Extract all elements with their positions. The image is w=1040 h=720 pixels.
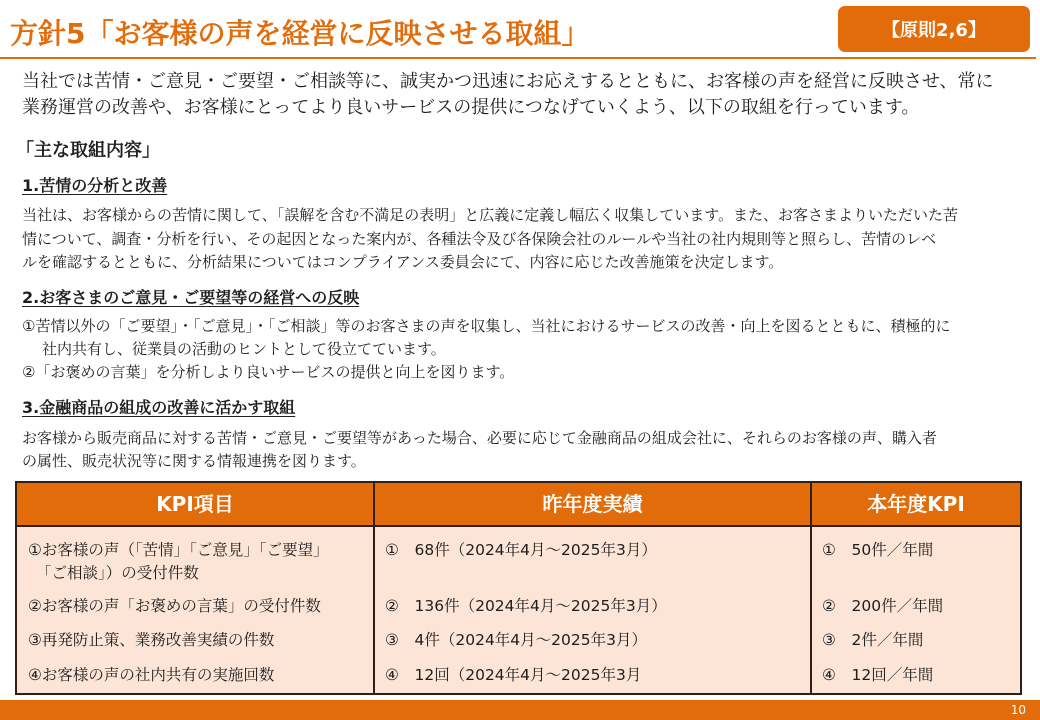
section-line: ②「お褒めの言葉」を分析しより良いサービスの提供と向上を図ります。 xyxy=(22,363,515,381)
principle-badge-label: 【原則2,6】 xyxy=(882,20,986,41)
intro-paragraph xyxy=(22,69,993,121)
section-line: 当社は、お客様からの苦情に関して、「誤解を含む不満足の表明」と広義に定義し幅広く収集しています。また、お客さまよりいただいた苦 xyxy=(22,206,959,224)
kpi-target-cell xyxy=(812,527,1020,589)
kpi-header-last-year: 昨年度実績 xyxy=(375,483,812,527)
section-body-product-improvement xyxy=(22,427,937,473)
kpi-target-cell xyxy=(812,657,1020,693)
kpi-table xyxy=(15,481,1022,695)
main-heading: 「主な取組内容」 xyxy=(16,140,160,161)
kpi-last-year-value: 68件（2024年4月～2025年3月） xyxy=(414,541,657,559)
section-line: 社内共有し、従業員の活動のヒントとして役立てています。 xyxy=(42,340,446,358)
footer-bar xyxy=(0,700,1040,720)
section-line: お客様から販売商品に対する苦情・ご意見・ご要望等があった場合、必要に応じて金融商品の組成会社に、それらのお客様の声、購入者 xyxy=(22,428,937,447)
row-marker: ④ xyxy=(822,665,836,684)
row-marker: ③ xyxy=(385,630,399,649)
kpi-last-year-cell xyxy=(375,527,812,589)
kpi-header-item: KPI項目 xyxy=(17,483,375,527)
kpi-last-year-value: 4件（2024年4月～2025年3月） xyxy=(414,630,647,649)
section-line: ルを確認するとともに、分析結果についてはコンプライアンス委員会にて、内容に応じた改善施策を決定します。 xyxy=(22,253,784,271)
section-heading-complaint-analysis: 1.苦情の分析と改善 xyxy=(22,176,168,195)
kpi-target-value: 50件／年間 xyxy=(851,541,934,559)
kpi-target-value: 200件／年間 xyxy=(851,596,944,615)
kpi-item-line: ①お客様の声（「苦情」「ご意見」「ご要望」 xyxy=(28,541,329,559)
section-line: 情について、調査・分析を行い、その起因となった案内が、各種法令及び各保険会社のルールや当社の社内規則等と照らし、苦情のレベ xyxy=(22,229,937,248)
kpi-item-cell xyxy=(17,657,375,693)
section-body-complaint-analysis xyxy=(22,204,958,275)
kpi-item-line: ②お客様の声「お褒めの言葉」の受付件数 xyxy=(28,596,321,615)
kpi-last-year-cell xyxy=(375,589,812,623)
row-marker: ④ xyxy=(385,665,399,684)
kpi-last-year-cell xyxy=(375,657,812,693)
page-title: 方針5「お客様の声を経営に反映させる取組」 xyxy=(10,17,590,50)
title-divider xyxy=(0,57,1036,59)
intro-line: 当社では苦情・ご意見・ご要望・ご相談等に、誠実かつ迅速にお応えするとともに、お客様の声を経営に反映させ、常に xyxy=(22,71,994,92)
kpi-target-value: 12回／年間 xyxy=(851,665,934,684)
kpi-item-cell xyxy=(17,623,375,657)
kpi-item-cell xyxy=(17,527,375,589)
kpi-item-cell xyxy=(17,589,375,623)
intro-line: 業務運営の改善や、お客様にとってより良いサービスの提供につなげていくよう、以下の取組を行っています。 xyxy=(22,97,920,118)
kpi-target-value: 2件／年間 xyxy=(851,630,924,649)
principle-badge xyxy=(838,6,1030,52)
kpi-item-line: ④お客様の声の社内共有の実施回数 xyxy=(28,665,275,684)
section-line: ①苦情以外の「ご要望」・「ご意見」・「ご相談」等のお客さまの声を収集し、当社におけるサービスの改善・向上を図るとともに、積極的に xyxy=(22,317,951,335)
row-marker: ② xyxy=(822,596,836,615)
kpi-target-cell xyxy=(812,589,1020,623)
row-marker: ① xyxy=(385,541,399,559)
kpi-item-line: 「ご相談」）の受付件数 xyxy=(36,564,199,582)
kpi-last-year-value: 136件（2024年4月～2025年3月） xyxy=(414,596,667,615)
kpi-last-year-value: 12回（2024年4月～2025年3月 xyxy=(414,665,642,684)
kpi-last-year-cell xyxy=(375,623,812,657)
section-line: の属性、販売状況等に関する情報連携を図ります。 xyxy=(22,451,366,470)
row-marker: ② xyxy=(385,596,399,615)
section-body-customer-feedback xyxy=(22,315,950,384)
section-heading-product-improvement: 3.金融商品の組成の改善に活かす取組 xyxy=(22,398,296,417)
section-heading-customer-feedback: 2.お客さまのご意見・ご要望等の経営への反映 xyxy=(22,288,360,307)
kpi-target-cell xyxy=(812,623,1020,657)
row-marker: ① xyxy=(822,541,836,559)
kpi-header-target: 本年度KPI xyxy=(812,483,1020,527)
page-number: 10 xyxy=(1010,703,1026,717)
kpi-item-line: ③再発防止策、業務改善実績の件数 xyxy=(28,630,275,649)
row-marker: ③ xyxy=(822,630,836,649)
